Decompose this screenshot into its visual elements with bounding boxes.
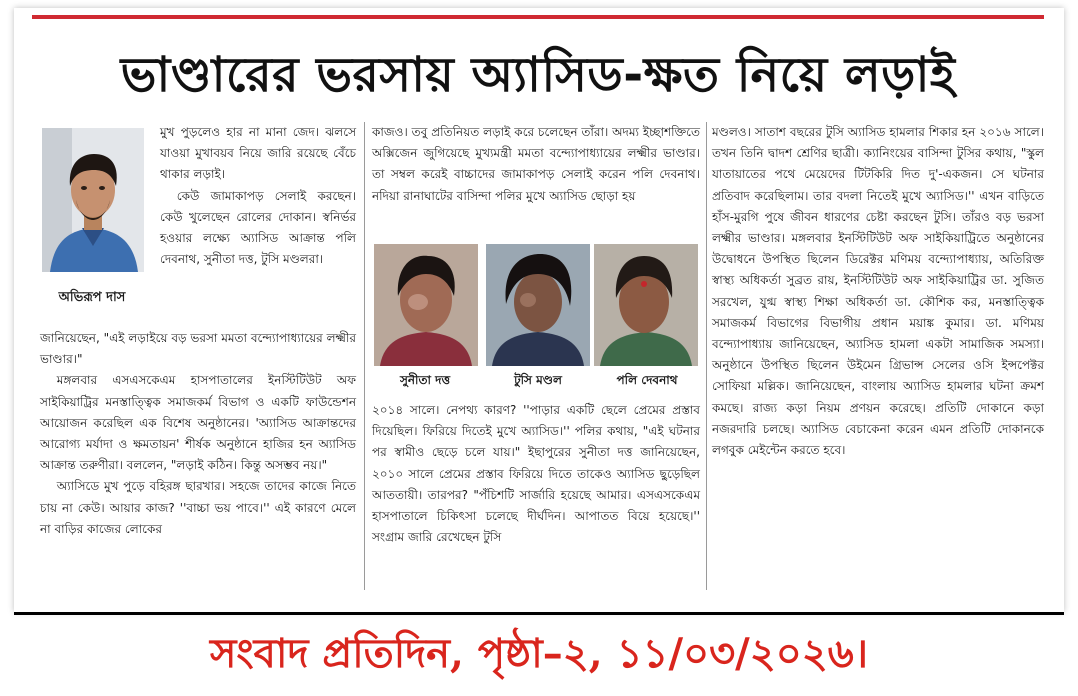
photo-caption: সুনীতা দত্ত xyxy=(399,373,451,387)
photo-caption: পলি দেবনাথ xyxy=(616,373,678,387)
article-column-2-bottom xyxy=(372,400,700,548)
photo-caption: টুসি মণ্ডল xyxy=(514,373,562,387)
bottom-rule xyxy=(14,612,1064,615)
paragraph: মঙ্গলবার এসএসকেএম হাসপাতালের ইনস্টিটিউট অফ সাইকিয়াট্রির মনস্তাত্ত্বিক সমাজকর্ম বিভাগ ও একটি ফাউন্ডেশন আয়োজন করেছিল এক বিশেষ অনুষ্ঠানের। 'অ্যাসিড আক্রান্তদের আরোগ্য মর্যাদা ও ক্ষমতায়ন' শীর্ষক অনুষ্ঠানে হাজির হন অ্যাসিড আক্রান্ত তরুণীরা। বললেন, "লড়াই কঠিন। কিন্তু অসম্ভব নয়।" xyxy=(40,373,356,473)
top-red-rule xyxy=(32,15,1044,19)
byline: অভিরূপ দাস xyxy=(58,290,126,305)
headline: ভাণ্ডারের ভরসায় অ্যাসিড-ক্ষত নিয়ে লড়াই xyxy=(120,47,956,103)
paragraph: মুখ পুড়লেও হার না মানা জেদ। ঝলসে যাওয়া মুখাবয়ব নিয়ে জারি রয়েছে বেঁচে থাকার লড়াই। xyxy=(160,125,356,182)
paragraph: জানিয়েছেন, "এই লড়াইয়ে বড় ভরসা মমতা বন্দ্যোপাধ্যায়ের লক্ষ্মীর ভাণ্ডার।" xyxy=(40,331,356,367)
column-divider xyxy=(364,122,365,590)
reporter-portrait-image xyxy=(42,128,144,272)
article-column-1-bottom xyxy=(40,328,356,540)
paragraph: অ্যাসিডে মুখ পুড়ে বহিরঙ্গ ছারখার। সহজে তাদের কাজে নিতে চায় না কেউ। আয়ার কাজ? ''বাচ্চা ভয় পাবে।'' এই কারণে মেলে না বাড়ির কাজের লোকের xyxy=(40,479,356,536)
photo-tusi-mondal xyxy=(486,244,590,366)
paragraph: মণ্ডলও। সাতাশ বছরের টুসি অ্যাসিড হামলার শিকার হন ২০১৬ সালে। তখন তিনি দ্বাদশ শ্রেণির ছাত্রী। ক্যানিংয়ের বাসিন্দা টুসির কথায়, "স্কুল যাতায়াতের পথে মেয়েদের টিটকিরি দিত দু'-একজন। সে ঘটনার প্রতিবাদ করেছিলাম। তার বদলা নিতেই মুখে অ্যাসিড।'' এখন বাড়িতে হাঁস-মুরগি পুষে জীবন ধারণের চেষ্টা করছেন টুসি। তাঁরও বড় ভরসা লক্ষ্মীর ভাণ্ডার। মঙ্গলবার ইনস্টিটিউট অফ সাইকিয়াট্রিতে অনুষ্ঠানের উদ্বোধনে উপস্থিত ছিলেন ডিরেক্টর মণিময় বন্দ্যোপাধ্যায়, অতিরিক্ত স্বাস্থ্য অধিকর্তা সুব্রত রায়, ইনস্টিটিউট অফ সাইকিয়াট্রির ডা. সুজিত সরখেল, যুগ্ম স্বাস্থ্য শিক্ষা অধিকর্তা ডা. কৌশিক কর, মনস্তাত্ত্বিক সমাজকর্ম বিভাগের বিভাগীয় প্রধান ময়াঙ্ক কুমার। ডা. মণিময় বন্দ্যোপাধ্যায় জানিয়েছেন, অ্যাসিড হামলা একটা সামাজিক সমস্যা। অনুষ্ঠানে উপস্থিত ছিলেন উইমেন গ্রিভান্স সেলের ওসি ইন্সপেক্টর সোফিয়া মল্লিক। জানিয়েছেন, বাংলায় অ্যাসিড হামলার ঘটনা ক্রমশ কমছে। রাজ্য কড়া নিয়ম প্রণয়ন করেছে। প্রতিটি দোকানে কড়া নজরদারি চলছে। অ্যাসিড বেচাকেনা করেন এমন প্রতিটি দোকানকে লগবুক মেইন্টেন করতে হবে। xyxy=(712,125,1044,458)
paragraph: কেউ জামাকাপড় সেলাই করছেন। কেউ খুলেছেন রোলের দোকান। স্বনির্ভর হওয়ার লক্ষ্যে অ্যাসিড আক্রান্ত পলি দেবনাথ, সুনীতা দত্ত, টুসি মণ্ডলরা। xyxy=(160,188,356,267)
paragraph: ২০১৪ সালে। নেপথ্য কারণ? ''পাড়ার একটি ছেলে প্রেমের প্রস্তাব দিয়েছিল। ফিরিয়ে দিতেই মুখে অ্যাসিড।'' পলির কথায়, "এই ঘটনার পর স্বামীও ছেড়ে চলে যায়।" ইছাপুরের সুনীতা দত্ত জানিয়েছেন, ২০১০ সালে প্রেমের প্রস্তাব ফিরিয়ে দিতে তাকেও অ্যাসিড ছুড়েছিল আততায়ী। তারপর? "পঁচিশটি সার্জারি হয়েছে আমার। এসএসকেএম হাসপাতালে চিকিৎসা চলেছে দীর্ঘদিন। আপাতত বিয়ে হয়েছে।'' সংগ্রাম জারি রেখেছেন টুসি xyxy=(372,403,700,545)
article-column-3 xyxy=(712,122,1044,461)
photo-sunita-dutta xyxy=(374,244,478,366)
paragraph: কাজও। তবু প্রতিনিয়ত লড়াই করে চলেছেন তাঁরা। অদম্য ইচ্ছাশক্তিতে অক্সিজেন জুগিয়েছে মুখ্যমন্ত্রী মমতা বন্দ্যোপাধ্যায়ের লক্ষ্মীর ভাণ্ডার। তা সম্বল করেই বাচ্চাদের জামাকাপড় সেলাই করেন পলি দেবনাথ। নদিয়া রানাঘাটের বাসিন্দা পলির মুখে অ্যাসিড ছোড়া হয় xyxy=(372,125,700,203)
reporter-photo xyxy=(42,128,144,272)
article-column-2-top xyxy=(372,122,700,207)
source-credit: সংবাদ প্রতিদিন, পৃষ্ঠা–২, ১১/০৩/২০২৬। xyxy=(209,630,869,677)
article-column-1-top xyxy=(160,122,356,270)
column-divider xyxy=(706,122,707,590)
photo-poli-debnath xyxy=(594,244,698,366)
